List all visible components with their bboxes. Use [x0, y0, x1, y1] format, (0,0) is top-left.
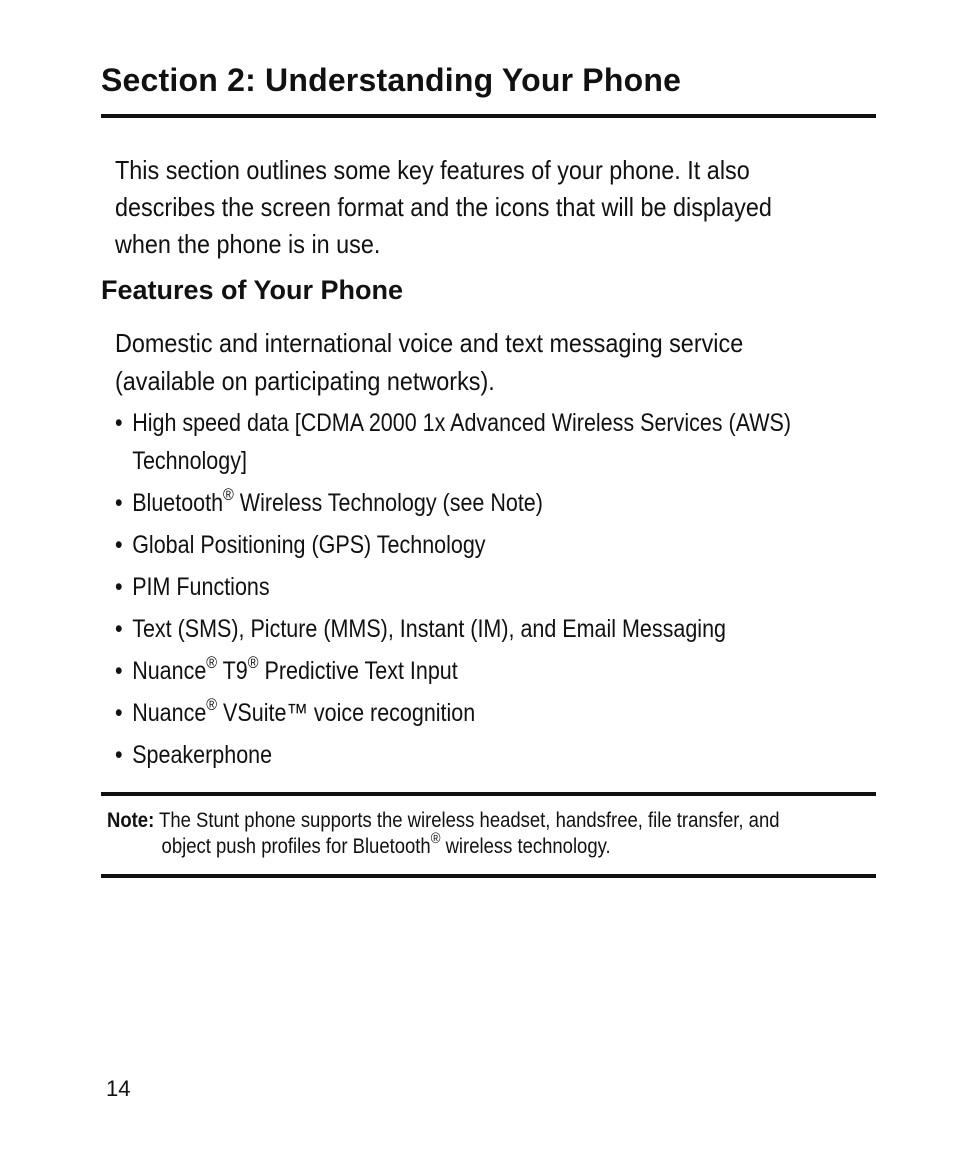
intro-line: when the phone is in use.: [115, 229, 381, 259]
list-item-text: Text (SMS), Picture (MMS), Instant (IM), and Email Messaging: [132, 615, 727, 643]
intro-line: describes the screen format and the icons that will be displayed: [115, 192, 772, 222]
note-line: [107, 830, 785, 860]
list-item-text: Speakerphone: [132, 741, 273, 769]
list-item-pim: [115, 568, 769, 606]
title-underline: [101, 114, 876, 118]
lead-line: (available on participating networks).: [115, 366, 495, 396]
registered-mark: ®: [223, 484, 234, 504]
page-number: 14: [106, 1076, 131, 1101]
list-item-text: Technology]: [132, 447, 247, 475]
features-list: [115, 404, 875, 778]
intro-paragraph: [115, 152, 855, 263]
registered-mark: ®: [430, 830, 441, 847]
note-box: [107, 808, 877, 860]
bullet-icon: •: [115, 657, 123, 685]
note-text: object push profiles for Bluetooth: [161, 835, 431, 858]
list-item-text: Nuance: [132, 699, 207, 727]
bullet-icon: •: [115, 741, 123, 769]
intro-line: This section outlines some key features of your phone. It also: [115, 155, 750, 185]
bullet-icon: •: [115, 699, 123, 727]
lead-line: Domestic and international voice and text messaging service: [115, 328, 744, 358]
bullet-icon: •: [115, 409, 123, 437]
registered-mark: ®: [206, 652, 218, 672]
registered-mark: ®: [247, 652, 259, 672]
note-bottom-rule: [101, 874, 876, 878]
note-label: Note:: [107, 809, 155, 832]
list-item-text: T9: [217, 657, 248, 685]
list-item-text: PIM Functions: [132, 573, 270, 601]
bullet-icon: •: [115, 531, 123, 559]
list-item-t9: [115, 652, 769, 690]
note-text: The Stunt phone supports the wireless headset, handsfree, file transfer, and: [154, 809, 780, 832]
bullet-icon: •: [115, 489, 123, 517]
note-top-rule: [101, 792, 876, 796]
registered-mark: ®: [206, 694, 218, 714]
features-heading: Features of Your Phone: [101, 275, 404, 305]
list-item-messaging: [115, 610, 769, 648]
list-item-text: Predictive Text Input: [258, 657, 458, 685]
list-item-bluetooth: [115, 484, 769, 522]
bullet-icon: •: [115, 573, 123, 601]
list-item-text: Nuance: [132, 657, 207, 685]
list-item-vsuite: [115, 694, 769, 732]
bullet-icon: •: [115, 615, 123, 643]
note-line: [107, 808, 785, 834]
list-item-text: Global Positioning (GPS) Technology: [132, 531, 486, 559]
list-item-high-speed-data: [115, 404, 792, 480]
list-item-text: Bluetooth: [132, 489, 224, 517]
list-item-text: High speed data [CDMA 2000 1x Advanced Wireless Services (AWS): [132, 409, 792, 437]
list-item-text: VSuite™ voice recognition: [217, 699, 476, 727]
list-item-gps: [115, 526, 769, 564]
features-lead-paragraph: [115, 324, 855, 400]
section-title: Section 2: Understanding Your Phone: [101, 62, 682, 98]
note-text: wireless technology.: [440, 835, 611, 858]
list-item-text: Wireless Technology (see Note): [233, 489, 543, 517]
list-item-speakerphone: [115, 736, 769, 774]
